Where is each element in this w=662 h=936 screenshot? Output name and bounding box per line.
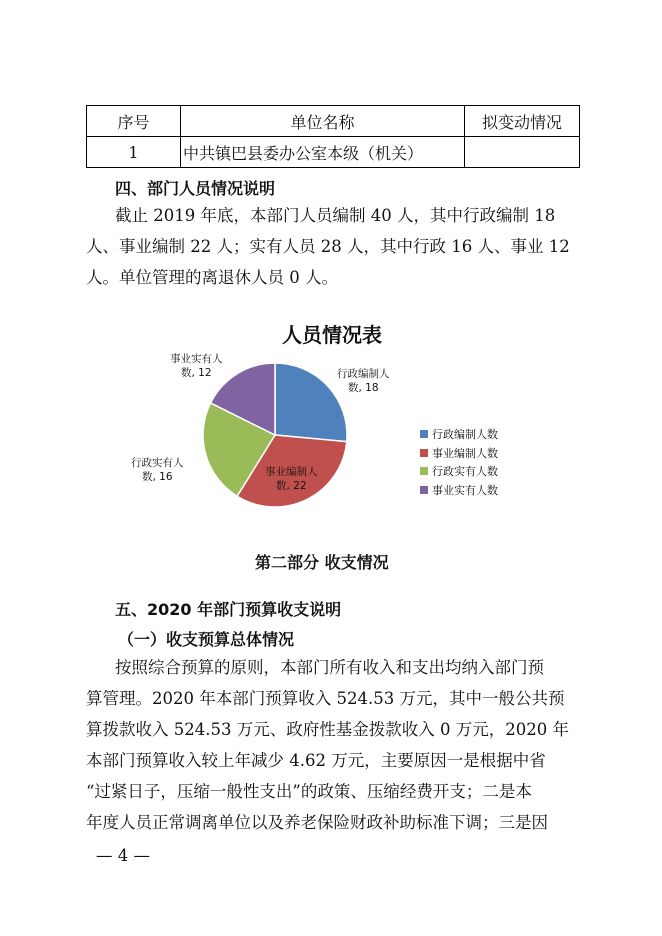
section4-line: 人、事业编制 22 人；实有人员 28 人，其中行政 16 人、事业 12	[86, 237, 570, 256]
part2-heading: 第二部分 收支情况	[255, 553, 389, 572]
table-cell	[465, 137, 580, 168]
section4-heading: 四、部门人员情况说明	[115, 179, 276, 198]
section5-line: 本部门预算收入较上年减少 4.62 万元，主要原因一是根据中省	[86, 751, 546, 770]
section5-line: 算拨款收入 524.53 万元、政府性基金拨款收入 0 万元，2020 年	[86, 720, 569, 739]
page-number: — 4 —	[96, 846, 150, 865]
section5-line: 按照综合预算的原则，本部门所有收入和支出均纳入部门预	[115, 658, 544, 677]
legend-item	[420, 462, 498, 481]
pie-data-label: 行政编制人 数, 18	[337, 368, 390, 394]
table-cell: 1	[87, 137, 181, 168]
section4-line: 截止 2019 年底，本部门人员编制 40 人，其中行政编制 18	[115, 206, 556, 225]
section5-heading: 五、2020 年部门预算收支说明	[115, 600, 342, 619]
table-cell: 中共镇巴县委办公室本级（机关）	[181, 137, 465, 168]
legend-swatch	[420, 467, 428, 475]
unit-table	[86, 105, 580, 168]
section5-subheading: （一）收支预算总体情况	[118, 630, 295, 649]
legend-item	[420, 444, 498, 463]
section5-line: 算管理。2020 年本部门预算收入 524.53 万元，其中一般公共预	[86, 689, 565, 708]
table-header-row	[87, 106, 580, 137]
section5-line: “过紧日子，压缩一般性支出”的政策、压缩经费开支；二是本	[86, 782, 532, 801]
pie-data-label: 事业实有人 数, 12	[170, 353, 223, 379]
table-header-cell: 序号	[87, 106, 181, 137]
legend-swatch	[420, 486, 428, 494]
chart-title: 人员情况表	[282, 323, 382, 347]
legend-item	[420, 425, 498, 444]
section4-line: 人。单位管理的离退休人员 0 人。	[86, 268, 338, 287]
legend-item	[420, 481, 498, 500]
pie-data-label: 行政实有人 数, 16	[131, 457, 184, 483]
legend-label: 行政编制人数	[432, 428, 498, 442]
section5-line: 年度人员正常调离单位以及养老保险财政补助标准下调；三是因	[86, 813, 548, 832]
legend-label: 行政实有人数	[432, 465, 498, 479]
legend-label: 事业编制人数	[432, 446, 498, 460]
table-row	[87, 137, 580, 168]
legend-label: 事业实有人数	[432, 483, 498, 497]
pie-data-label: 事业编制人 数, 22	[265, 466, 318, 492]
table-header-cell: 单位名称	[181, 106, 465, 137]
table-header-cell: 拟变动情况	[465, 106, 580, 137]
legend-swatch	[420, 430, 428, 438]
chart-legend	[420, 425, 498, 499]
legend-swatch	[420, 449, 428, 457]
